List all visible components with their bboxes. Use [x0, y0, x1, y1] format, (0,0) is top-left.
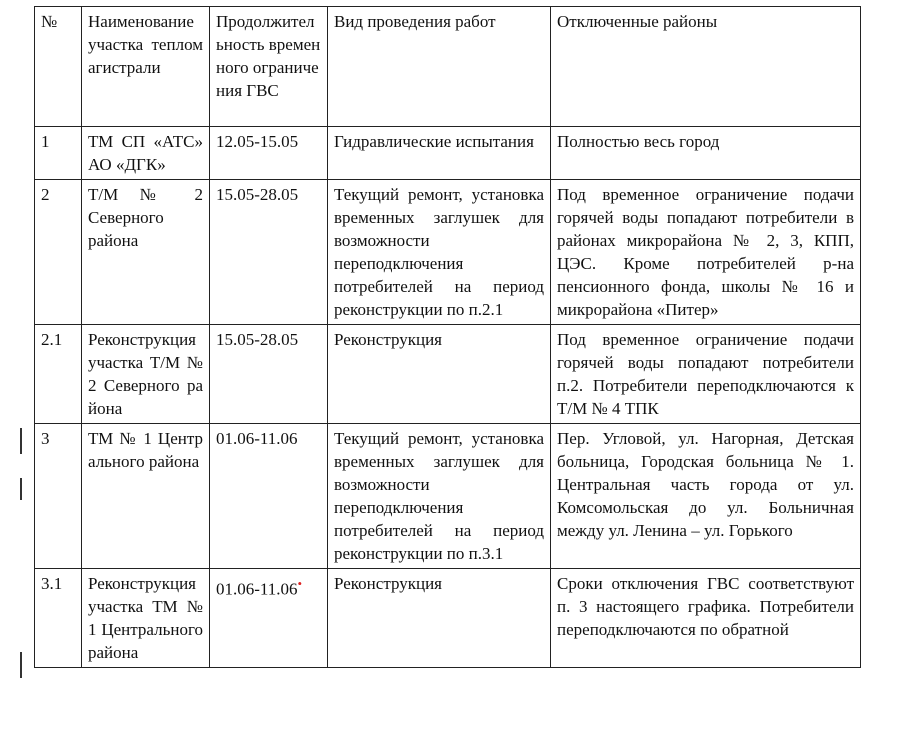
row-number: 3 [35, 424, 82, 569]
row-section: ТМ № 1 Центрального района [82, 424, 210, 569]
table-row [35, 424, 861, 569]
margin-change-bar [20, 652, 22, 678]
row-period: 01.06-11.06 [216, 579, 298, 599]
row-section: ТМ СП «АТС» АО «ДГК» [82, 127, 210, 180]
header-districts: Отключенные районы [551, 7, 861, 127]
row-districts: Под временное ограничение подачи горячей воды попадают потребители п.2. Потребители переподключаются к Т/М № 4 ТПК [551, 325, 861, 424]
margin-change-bar [20, 428, 22, 454]
row-number: 2 [35, 180, 82, 325]
row-districts: Полностью весь город [551, 127, 861, 180]
header-duration: Продолжительность временного ограничения ГВС [210, 7, 328, 127]
row-period-cell [210, 569, 328, 668]
row-section: Реконструкция участка Т/М № 2 Северного района [82, 325, 210, 424]
header-work-type: Вид проведения работ [328, 7, 551, 127]
page-crop-edge [0, 730, 900, 748]
header-section: Наименование участка тепломагистрали [82, 7, 210, 127]
row-work-type: Реконструкция [328, 325, 551, 424]
table-row [35, 180, 861, 325]
header-number: № [35, 7, 82, 127]
row-work-type: Текущий ремонт, установка временных заглушек для возможности переподключения потребителей на период реконструкции по п.3.1 [328, 424, 551, 569]
row-period: 01.06-11.06 [210, 424, 328, 569]
row-period: 12.05-15.05 [210, 127, 328, 180]
revision-dot-icon: • [297, 576, 303, 591]
row-districts: Сроки отключения ГВС соответствуют п. 3 настоящего графика. Потребители переподключаются по обратной [551, 569, 861, 668]
row-number: 3.1 [35, 569, 82, 668]
dhw-outage-schedule-table [34, 6, 861, 668]
row-number: 1 [35, 127, 82, 180]
row-section: Т/М № 2 Северного района [82, 180, 210, 325]
row-districts: Под временное ограничение подачи горячей воды попадают потребители в районах микрорайона № 2, 3, КПП, ЦЭС. Кроме потребителей р-на пенсионного фонда, школы № 16 и микрорайона «Питер» [551, 180, 861, 325]
margin-change-bar [20, 478, 22, 500]
row-section: Реконструкция участка ТМ № 1 Центрального района [82, 569, 210, 668]
table-row [35, 325, 861, 424]
table-row [35, 127, 861, 180]
table-header-row [35, 7, 861, 127]
row-period: 15.05-28.05 [210, 180, 328, 325]
row-districts: Пер. Угловой, ул. Нагорная, Детская больница, Городская больница № 1. Центральная часть города от ул. Комсомольская до ул. Больничная между ул. Ленина – ул. Горького [551, 424, 861, 569]
row-work-type: Реконструкция [328, 569, 551, 668]
row-period: 15.05-28.05 [210, 325, 328, 424]
row-work-type: Текущий ремонт, установка временных заглушек для возможности переподключения потребителей на период реконструкции по п.2.1 [328, 180, 551, 325]
row-work-type: Гидравлические испытания [328, 127, 551, 180]
row-number: 2.1 [35, 325, 82, 424]
table-row [35, 569, 861, 668]
